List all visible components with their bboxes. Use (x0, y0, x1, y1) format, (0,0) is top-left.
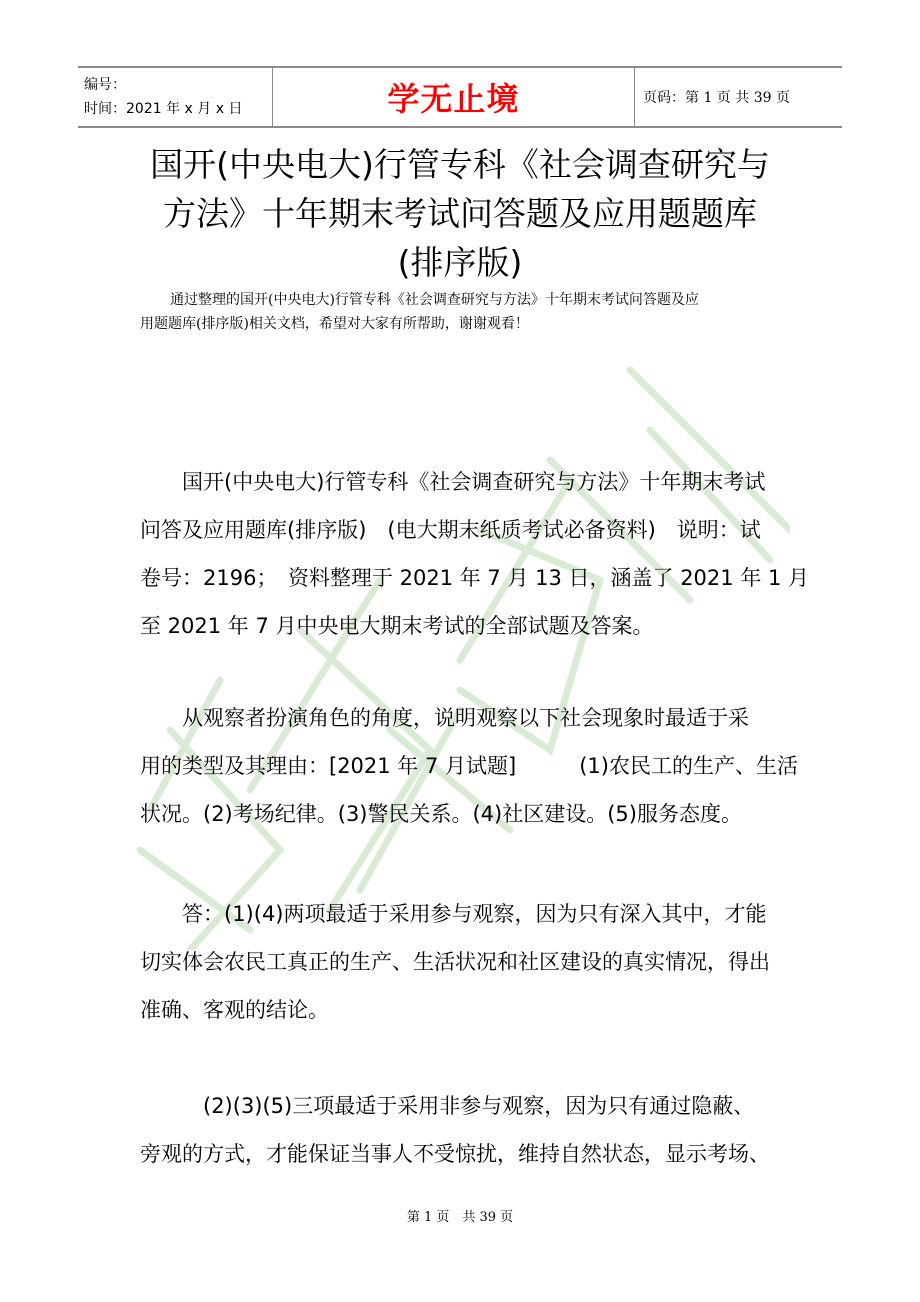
text-line: 答：(1)(4)两项最适于采用参与观察，因为只有深入其中，才能 (140, 902, 767, 926)
number-label: 编号： (84, 77, 126, 93)
text-line: 问答及应用题库(排序版) (电大期末纸质考试必备资料) 说明：试 (140, 518, 761, 542)
text-line: 卷号：2196； 资料整理于 2021 年 7 月 13 日，涵盖了 2021 年 1 月 (140, 566, 810, 590)
paragraph-description (140, 458, 820, 650)
text-line: 切实体会农民工真正的生产、生活状况和社区建设的真实情况，得出 (140, 950, 770, 974)
document-title (60, 140, 860, 287)
header-meta (78, 68, 273, 126)
page-footer: 第 1 页 共 39 页 (406, 1210, 514, 1225)
paragraph-answer-1 (140, 890, 820, 1034)
title-line: (排序版) (397, 243, 523, 282)
paragraph-answer-2 (140, 1082, 820, 1178)
text-line: (2)(3)(5)三项最适于采用非参与观察，因为只有通过隐蔽、 (140, 1094, 755, 1118)
title-line: 国开(中央电大)行管专科《社会调查研究与 (150, 145, 770, 184)
text-line: 状况。(2)考场纪律。(3)警民关系。(4)社区建设。(5)服务态度。 (140, 802, 742, 826)
text-line: 至 2021 年 7 月中央电大期末考试的全部试题及答案。 (140, 614, 654, 638)
intro-line: 通过整理的国开(中央电大)行管专科《社会调查研究与方法》十年期末考试问答题及应 (170, 292, 699, 308)
text-line: 用的类型及其理由：[2021 年 7 月试题] (1)农民工的生产、生活 (140, 754, 798, 778)
intro-line: 用题题库(排序版)相关文档，希望对大家有所帮助，谢谢观看！ (140, 316, 529, 332)
text-line: 旁观的方式，才能保证当事人不受惊扰，维持自然状态，显示考场、 (140, 1142, 770, 1166)
paragraph-question (140, 694, 820, 838)
text-line: 从观察者扮演角色的角度，说明观察以下社会现象时最适于采 (140, 706, 749, 730)
text-line: 准确、客观的结论。 (140, 998, 329, 1022)
text-line: 国开(中央电大)行管专科《社会调查研究与方法》十年期末考试 (140, 470, 766, 494)
date-label: 时间：2021 年 x 月 x 日 (84, 101, 243, 117)
page-header (78, 66, 842, 128)
page-number-label: 页码：第 1 页 共 39 页 (643, 90, 790, 106)
intro-text (140, 288, 800, 336)
brand-slogan: 学无止境 (273, 68, 635, 126)
title-line: 方法》十年期末考试问答题及应用题题库 (163, 194, 757, 233)
